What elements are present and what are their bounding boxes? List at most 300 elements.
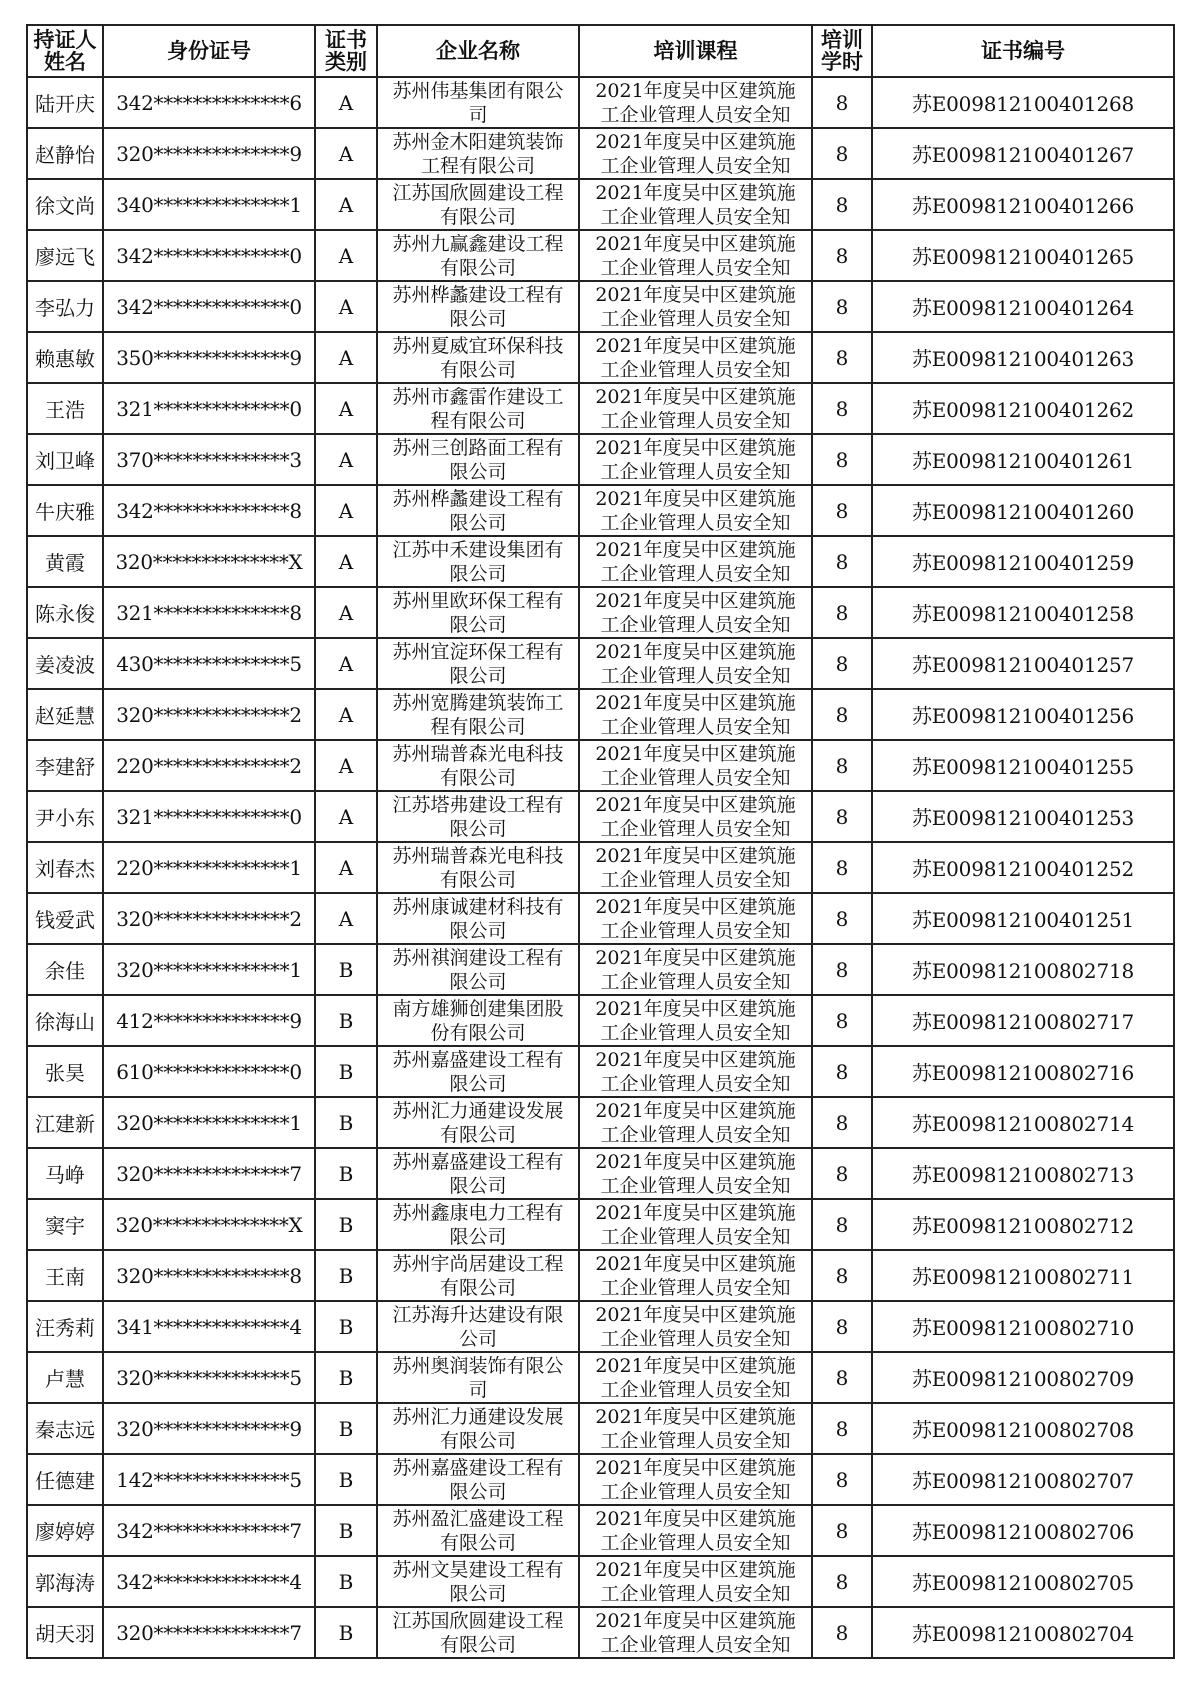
id-number: 320**************2 xyxy=(103,689,315,740)
certificate-type: A xyxy=(315,740,377,791)
company-name-line2: 有限公司 xyxy=(439,257,516,279)
certificate-type: A xyxy=(315,638,377,689)
course-line1: 2021年度吴中区建筑施 xyxy=(595,1559,796,1581)
company-name-line1: 苏州夏威宜环保科技 xyxy=(392,335,564,357)
certificate-table xyxy=(26,24,1175,1659)
certificate-number: 苏E009812100401264 xyxy=(872,281,1174,332)
id-number: 321**************0 xyxy=(103,383,315,434)
course-line2: 工企业管理人员安全知 xyxy=(600,767,791,789)
training-hours: 8 xyxy=(812,332,872,383)
course-line2: 工企业管理人员安全知 xyxy=(600,359,791,381)
table-row xyxy=(27,536,1174,587)
holder-name: 牛庆雅 xyxy=(27,485,103,536)
course-line1: 2021年度吴中区建筑施 xyxy=(595,1253,796,1275)
company-name-line2: 限公司 xyxy=(449,1226,507,1248)
table-row xyxy=(27,332,1174,383)
certificate-number: 苏E009812100802714 xyxy=(872,1097,1174,1148)
table-row xyxy=(27,77,1174,128)
id-number: 320**************5 xyxy=(103,1352,315,1403)
training-hours: 8 xyxy=(812,638,872,689)
course-line2: 工企业管理人员安全知 xyxy=(600,1073,791,1095)
training-course xyxy=(579,536,812,587)
certificate-type: B xyxy=(315,1046,377,1097)
certificate-number: 苏E009812100401252 xyxy=(872,842,1174,893)
training-course xyxy=(579,179,812,230)
course-line1: 2021年度吴中区建筑施 xyxy=(595,80,796,102)
company-name-line2: 限公司 xyxy=(449,665,507,687)
holder-name: 赵静怡 xyxy=(27,128,103,179)
company-name-line1: 苏州里欧环保工程有 xyxy=(392,590,564,612)
company-name-line1: 江苏塔弗建设工程有 xyxy=(392,794,564,816)
certificate-type: A xyxy=(315,77,377,128)
course-line2: 工企业管理人员安全知 xyxy=(600,104,791,126)
header-name-line1: 持证人 xyxy=(33,28,97,52)
table-row xyxy=(27,1352,1174,1403)
table-row xyxy=(27,1403,1174,1454)
holder-name: 徐文尚 xyxy=(27,179,103,230)
id-number: 220**************2 xyxy=(103,740,315,791)
company-name-line1: 苏州宇尚居建设工程 xyxy=(392,1253,564,1275)
holder-name: 汪秀莉 xyxy=(27,1301,103,1352)
training-hours: 8 xyxy=(812,383,872,434)
holder-name: 窦宇 xyxy=(27,1199,103,1250)
certificate-number: 苏E009812100802711 xyxy=(872,1250,1174,1301)
table-row xyxy=(27,791,1174,842)
training-hours: 8 xyxy=(812,791,872,842)
header-name-line2: 姓名 xyxy=(44,50,86,74)
id-number: 342**************0 xyxy=(103,230,315,281)
certificate-type: B xyxy=(315,1199,377,1250)
training-hours: 8 xyxy=(812,1454,872,1505)
course-line2: 工企业管理人员安全知 xyxy=(600,1430,791,1452)
holder-name: 陈永俊 xyxy=(27,587,103,638)
course-line2: 工企业管理人员安全知 xyxy=(600,308,791,330)
company-name-line2: 限公司 xyxy=(449,1073,507,1095)
company-name-line2: 有限公司 xyxy=(439,1430,516,1452)
training-course xyxy=(579,791,812,842)
table-row xyxy=(27,995,1174,1046)
company-name xyxy=(377,434,579,485)
certificate-type: B xyxy=(315,1607,377,1658)
id-number: 430**************5 xyxy=(103,638,315,689)
certificate-type: A xyxy=(315,689,377,740)
company-name xyxy=(377,281,579,332)
training-hours: 8 xyxy=(812,1607,872,1658)
course-line1: 2021年度吴中区建筑施 xyxy=(595,692,796,714)
certificate-type: A xyxy=(315,281,377,332)
company-name-line1: 苏州伟基集团有限公 xyxy=(392,80,564,102)
id-number: 320**************7 xyxy=(103,1148,315,1199)
holder-name: 黄霞 xyxy=(27,536,103,587)
id-number: 321**************0 xyxy=(103,791,315,842)
course-line1: 2021年度吴中区建筑施 xyxy=(595,590,796,612)
company-name xyxy=(377,1046,579,1097)
company-name-line1: 苏州三创路面工程有 xyxy=(392,437,564,459)
training-course xyxy=(579,1046,812,1097)
holder-name: 王南 xyxy=(27,1250,103,1301)
course-line1: 2021年度吴中区建筑施 xyxy=(595,641,796,663)
training-hours: 8 xyxy=(812,77,872,128)
table-row xyxy=(27,1046,1174,1097)
table-row xyxy=(27,230,1174,281)
course-line2: 工企业管理人员安全知 xyxy=(600,920,791,942)
table-row xyxy=(27,1250,1174,1301)
course-line1: 2021年度吴中区建筑施 xyxy=(595,1304,796,1326)
training-course xyxy=(579,1505,812,1556)
header-type-line1: 证书 xyxy=(325,28,367,52)
course-line1: 2021年度吴中区建筑施 xyxy=(595,1202,796,1224)
company-name-line2: 程有限公司 xyxy=(430,410,526,432)
certificate-number: 苏E009812100802718 xyxy=(872,944,1174,995)
certificate-number: 苏E009812100401257 xyxy=(872,638,1174,689)
course-line2: 工企业管理人员安全知 xyxy=(600,971,791,993)
company-name xyxy=(377,1607,579,1658)
company-name-line1: 南方雄狮创建集团股 xyxy=(392,998,564,1020)
header-hours-line2: 学时 xyxy=(821,50,863,74)
training-hours: 8 xyxy=(812,1046,872,1097)
training-course xyxy=(579,1199,812,1250)
course-line1: 2021年度吴中区建筑施 xyxy=(595,998,796,1020)
course-line1: 2021年度吴中区建筑施 xyxy=(595,1049,796,1071)
company-name-line2: 限公司 xyxy=(449,1583,507,1605)
holder-name: 廖婷婷 xyxy=(27,1505,103,1556)
holder-name: 尹小东 xyxy=(27,791,103,842)
certificate-type: B xyxy=(315,1301,377,1352)
id-number: 320**************9 xyxy=(103,128,315,179)
company-name-line1: 江苏国欣圆建设工程 xyxy=(392,182,564,204)
company-name-line2: 有限公司 xyxy=(439,1532,516,1554)
training-course xyxy=(579,77,812,128)
table-row xyxy=(27,1607,1174,1658)
holder-name: 秦志远 xyxy=(27,1403,103,1454)
certificate-number: 苏E009812100802713 xyxy=(872,1148,1174,1199)
company-name xyxy=(377,179,579,230)
course-line1: 2021年度吴中区建筑施 xyxy=(595,233,796,255)
holder-name: 徐海山 xyxy=(27,995,103,1046)
course-line1: 2021年度吴中区建筑施 xyxy=(595,1508,796,1530)
company-name xyxy=(377,1097,579,1148)
certificate-number: 苏E009812100802710 xyxy=(872,1301,1174,1352)
company-name xyxy=(377,485,579,536)
company-name-line1: 苏州市鑫雷作建设工 xyxy=(392,386,564,408)
holder-name: 王浩 xyxy=(27,383,103,434)
course-line1: 2021年度吴中区建筑施 xyxy=(595,386,796,408)
certificate-type: B xyxy=(315,1352,377,1403)
course-line2: 工企业管理人员安全知 xyxy=(600,206,791,228)
id-number: 412**************9 xyxy=(103,995,315,1046)
training-course xyxy=(579,434,812,485)
certificate-type: A xyxy=(315,587,377,638)
company-name xyxy=(377,1148,579,1199)
training-course xyxy=(579,1301,812,1352)
certificate-type: A xyxy=(315,842,377,893)
training-hours: 8 xyxy=(812,740,872,791)
training-hours: 8 xyxy=(812,842,872,893)
id-number: 342**************7 xyxy=(103,1505,315,1556)
company-name xyxy=(377,587,579,638)
company-name-line2: 限公司 xyxy=(449,461,507,483)
training-hours: 8 xyxy=(812,1148,872,1199)
training-hours: 8 xyxy=(812,281,872,332)
course-line1: 2021年度吴中区建筑施 xyxy=(595,131,796,153)
certificate-number: 苏E009812100401266 xyxy=(872,179,1174,230)
course-line1: 2021年度吴中区建筑施 xyxy=(595,539,796,561)
training-course xyxy=(579,1454,812,1505)
training-course xyxy=(579,893,812,944)
company-name xyxy=(377,383,579,434)
company-name-line2: 限公司 xyxy=(449,1175,507,1197)
company-name-line1: 苏州九赢鑫建设工程 xyxy=(392,233,564,255)
certificate-type: A xyxy=(315,485,377,536)
holder-name: 余佳 xyxy=(27,944,103,995)
id-number: 220**************1 xyxy=(103,842,315,893)
certificate-number: 苏E009812100802716 xyxy=(872,1046,1174,1097)
company-name xyxy=(377,689,579,740)
holder-name: 陆开庆 xyxy=(27,77,103,128)
company-name-line1: 苏州金木阳建筑装饰 xyxy=(392,131,564,153)
course-line2: 工企业管理人员安全知 xyxy=(600,1481,791,1503)
certificate-number: 苏E009812100802707 xyxy=(872,1454,1174,1505)
training-hours: 8 xyxy=(812,1505,872,1556)
header-type xyxy=(315,25,377,77)
course-line2: 工企业管理人员安全知 xyxy=(600,1022,791,1044)
certificate-type: A xyxy=(315,434,377,485)
training-hours: 8 xyxy=(812,1403,872,1454)
company-name-line2: 程有限公司 xyxy=(430,716,526,738)
course-line1: 2021年度吴中区建筑施 xyxy=(595,1406,796,1428)
company-name xyxy=(377,332,579,383)
certificate-number: 苏E009812100401268 xyxy=(872,77,1174,128)
table-row xyxy=(27,1199,1174,1250)
header-name xyxy=(27,25,103,77)
course-line2: 工企业管理人员安全知 xyxy=(600,1328,791,1350)
id-number: 320**************9 xyxy=(103,1403,315,1454)
training-course xyxy=(579,944,812,995)
table-row xyxy=(27,944,1174,995)
holder-name: 赖惠敏 xyxy=(27,332,103,383)
certificate-type: B xyxy=(315,1403,377,1454)
holder-name: 江建新 xyxy=(27,1097,103,1148)
company-name-line2: 有限公司 xyxy=(439,206,516,228)
company-name-line2: 限公司 xyxy=(449,818,507,840)
table-row xyxy=(27,1097,1174,1148)
company-name xyxy=(377,893,579,944)
table-row xyxy=(27,638,1174,689)
certificate-number: 苏E009812100401267 xyxy=(872,128,1174,179)
course-line2: 工企业管理人员安全知 xyxy=(600,665,791,687)
course-line1: 2021年度吴中区建筑施 xyxy=(595,1151,796,1173)
id-number: 320**************X xyxy=(103,1199,315,1250)
certificate-type: B xyxy=(315,1148,377,1199)
company-name-line2: 限公司 xyxy=(449,308,507,330)
course-line2: 工企业管理人员安全知 xyxy=(600,1379,791,1401)
training-hours: 8 xyxy=(812,1199,872,1250)
table-body xyxy=(27,77,1174,1658)
training-hours: 8 xyxy=(812,995,872,1046)
certificate-number: 苏E009812100401262 xyxy=(872,383,1174,434)
company-name xyxy=(377,1352,579,1403)
course-line2: 工企业管理人员安全知 xyxy=(600,1124,791,1146)
course-line2: 工企业管理人员安全知 xyxy=(600,614,791,636)
company-name xyxy=(377,1199,579,1250)
holder-name: 胡天羽 xyxy=(27,1607,103,1658)
training-hours: 8 xyxy=(812,689,872,740)
holder-name: 郭海涛 xyxy=(27,1556,103,1607)
table-row xyxy=(27,485,1174,536)
holder-name: 钱爱武 xyxy=(27,893,103,944)
course-line2: 工企业管理人员安全知 xyxy=(600,1175,791,1197)
id-number: 370**************3 xyxy=(103,434,315,485)
company-name-line2: 有限公司 xyxy=(439,1124,516,1146)
training-course xyxy=(579,842,812,893)
holder-name: 李建舒 xyxy=(27,740,103,791)
company-name-line1: 苏州瑞普森光电科技 xyxy=(392,743,564,765)
course-line1: 2021年度吴中区建筑施 xyxy=(595,1610,796,1632)
course-line2: 工企业管理人员安全知 xyxy=(600,716,791,738)
table-row xyxy=(27,1556,1174,1607)
certificate-type: B xyxy=(315,944,377,995)
certificate-number: 苏E009812100802704 xyxy=(872,1607,1174,1658)
company-name-line1: 苏州瑞普森光电科技 xyxy=(392,845,564,867)
id-number: 321**************8 xyxy=(103,587,315,638)
training-hours: 8 xyxy=(812,1097,872,1148)
training-course xyxy=(579,638,812,689)
holder-name: 刘卫峰 xyxy=(27,434,103,485)
course-line2: 工企业管理人员安全知 xyxy=(600,1277,791,1299)
course-line1: 2021年度吴中区建筑施 xyxy=(595,794,796,816)
company-name xyxy=(377,944,579,995)
certificate-type: A xyxy=(315,536,377,587)
company-name-line2: 工程有限公司 xyxy=(420,155,535,177)
holder-name: 李弘力 xyxy=(27,281,103,332)
header-company: 企业名称 xyxy=(377,25,579,77)
id-number: 320**************8 xyxy=(103,1250,315,1301)
certificate-type: B xyxy=(315,1250,377,1301)
certificate-type: B xyxy=(315,995,377,1046)
training-course xyxy=(579,995,812,1046)
id-number: 340**************1 xyxy=(103,179,315,230)
course-line1: 2021年度吴中区建筑施 xyxy=(595,488,796,510)
header-hours-line1: 培训 xyxy=(821,28,863,52)
table-row xyxy=(27,587,1174,638)
company-name-line2: 限公司 xyxy=(449,1481,507,1503)
certificate-type: A xyxy=(315,332,377,383)
training-course xyxy=(579,383,812,434)
id-number: 320**************X xyxy=(103,536,315,587)
certificate-number: 苏E009812100401258 xyxy=(872,587,1174,638)
id-number: 320**************7 xyxy=(103,1607,315,1658)
table-row xyxy=(27,740,1174,791)
company-name xyxy=(377,77,579,128)
training-hours: 8 xyxy=(812,587,872,638)
company-name xyxy=(377,740,579,791)
company-name xyxy=(377,1403,579,1454)
header-hours xyxy=(812,25,872,77)
certificate-number: 苏E009812100802709 xyxy=(872,1352,1174,1403)
certificate-type: A xyxy=(315,128,377,179)
training-course xyxy=(579,230,812,281)
table-row xyxy=(27,1505,1174,1556)
company-name xyxy=(377,1556,579,1607)
table-row xyxy=(27,128,1174,179)
training-hours: 8 xyxy=(812,434,872,485)
table-row xyxy=(27,842,1174,893)
course-line1: 2021年度吴中区建筑施 xyxy=(595,284,796,306)
certificate-number: 苏E009812100802706 xyxy=(872,1505,1174,1556)
company-name xyxy=(377,128,579,179)
company-name-line2: 司 xyxy=(468,104,488,126)
training-hours: 8 xyxy=(812,1250,872,1301)
company-name xyxy=(377,1301,579,1352)
id-number: 320**************1 xyxy=(103,944,315,995)
course-line2: 工企业管理人员安全知 xyxy=(600,1583,791,1605)
training-hours: 8 xyxy=(812,128,872,179)
certificate-number: 苏E009812100802717 xyxy=(872,995,1174,1046)
table-row xyxy=(27,1301,1174,1352)
company-name-line2: 有限公司 xyxy=(439,767,516,789)
id-number: 342**************0 xyxy=(103,281,315,332)
course-line2: 工企业管理人员安全知 xyxy=(600,1532,791,1554)
training-hours: 8 xyxy=(812,485,872,536)
certificate-number: 苏E009812100401259 xyxy=(872,536,1174,587)
training-hours: 8 xyxy=(812,179,872,230)
certificate-number: 苏E009812100401253 xyxy=(872,791,1174,842)
training-hours: 8 xyxy=(812,1556,872,1607)
company-name-line1: 苏州宜淀环保工程有 xyxy=(392,641,564,663)
training-course xyxy=(579,1352,812,1403)
certificate-number: 苏E009812100401261 xyxy=(872,434,1174,485)
certificate-type: B xyxy=(315,1556,377,1607)
company-name-line1: 苏州汇力通建设发展 xyxy=(392,1100,564,1122)
course-line1: 2021年度吴中区建筑施 xyxy=(595,1355,796,1377)
holder-name: 姜凌波 xyxy=(27,638,103,689)
course-line1: 2021年度吴中区建筑施 xyxy=(595,947,796,969)
certificate-type: B xyxy=(315,1505,377,1556)
training-course xyxy=(579,128,812,179)
company-name xyxy=(377,791,579,842)
training-course xyxy=(579,587,812,638)
company-name-line2: 有限公司 xyxy=(439,1277,516,1299)
course-line2: 工企业管理人员安全知 xyxy=(600,869,791,891)
course-line1: 2021年度吴中区建筑施 xyxy=(595,896,796,918)
course-line1: 2021年度吴中区建筑施 xyxy=(595,437,796,459)
company-name-line1: 苏州桦蠡建设工程有 xyxy=(392,284,564,306)
company-name xyxy=(377,638,579,689)
company-name-line2: 限公司 xyxy=(449,512,507,534)
company-name-line1: 苏州汇力通建设发展 xyxy=(392,1406,564,1428)
training-course xyxy=(579,281,812,332)
training-course xyxy=(579,740,812,791)
training-course xyxy=(579,332,812,383)
header-course: 培训课程 xyxy=(579,25,812,77)
certificate-type: A xyxy=(315,230,377,281)
certificate-type: A xyxy=(315,791,377,842)
course-line1: 2021年度吴中区建筑施 xyxy=(595,182,796,204)
holder-name: 赵延慧 xyxy=(27,689,103,740)
training-course xyxy=(579,1607,812,1658)
certificate-number: 苏E009812100802712 xyxy=(872,1199,1174,1250)
course-line1: 2021年度吴中区建筑施 xyxy=(595,1100,796,1122)
table-row xyxy=(27,893,1174,944)
company-name-line1: 苏州宽腾建筑装饰工 xyxy=(392,692,564,714)
id-number: 342**************4 xyxy=(103,1556,315,1607)
company-name-line1: 江苏国欣圆建设工程 xyxy=(392,1610,564,1632)
certificate-type: A xyxy=(315,179,377,230)
certificate-number: 苏E009812100802708 xyxy=(872,1403,1174,1454)
training-hours: 8 xyxy=(812,230,872,281)
training-course xyxy=(579,485,812,536)
company-name-line1: 苏州鑫康电力工程有 xyxy=(392,1202,564,1224)
